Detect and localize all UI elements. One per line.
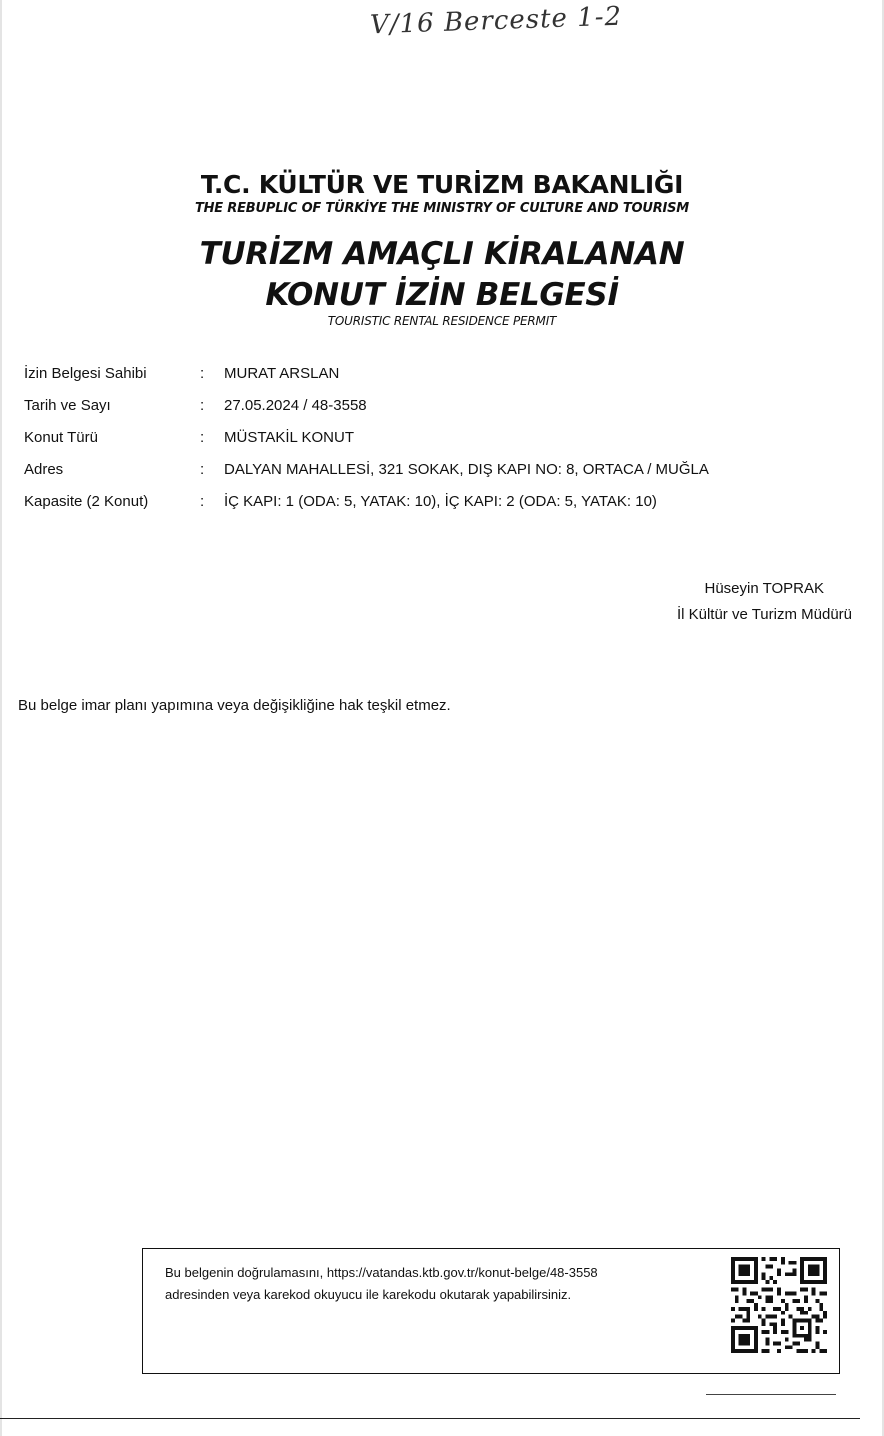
signer-title: İl Kültür ve Turizm Müdürü <box>676 606 852 623</box>
ministry-name-en: THE REBUPLIC OF TÜRKİYE THE MINISTRY OF CULTURE AND TOURISM <box>194 201 690 216</box>
field-value: İÇ KAPI: 1 (ODA: 5, YATAK: 10), İÇ KAPI: 2 (ODA: 5, YATAK: 10) <box>224 493 657 510</box>
ministry-name-tr: T.C. KÜLTÜR VE TURİZM BAKANLIĞI <box>200 170 684 199</box>
field-value: 27.05.2024 / 48-3558 <box>224 397 367 414</box>
verification-text-line1: Bu belgenin doğrulamasını, https://vatandas.ktb.gov.tr/konut-belge/48-3558 <box>165 1265 598 1280</box>
legal-footnote: Bu belge imar planı yapımına veya değişikliğine hak teşkil etmez. <box>18 697 451 714</box>
field-label: Adres <box>24 461 64 478</box>
field-date-number <box>0 397 884 421</box>
field-capacity <box>0 493 884 517</box>
signer-name: Hüseyin TOPRAK <box>704 580 824 597</box>
field-value: MÜSTAKİL KONUT <box>224 429 355 446</box>
divider-line <box>706 1394 836 1395</box>
field-residence-type <box>0 429 884 453</box>
field-colon: : <box>200 365 205 382</box>
field-address <box>0 461 884 485</box>
field-colon: : <box>200 461 205 478</box>
verification-text-line2: adresinden veya karekod okuyucu ile karekodu okutarak yapabilirsiniz. <box>165 1287 572 1302</box>
field-permit-holder <box>0 365 884 389</box>
field-colon: : <box>200 493 205 510</box>
qr-code-icon[interactable] <box>731 1257 827 1353</box>
document-subtitle-en: TOURISTIC RENTAL RESIDENCE PERMIT <box>327 314 557 328</box>
field-label: Tarih ve Sayı <box>24 397 111 414</box>
field-label: Konut Türü <box>24 429 98 446</box>
field-label: Kapasite (2 Konut) <box>24 493 149 510</box>
handwritten-note: V/16 Berceste 1-2 <box>369 1 623 41</box>
field-label: İzin Belgesi Sahibi <box>24 365 147 382</box>
field-value: DALYAN MAHALLESİ, 321 SOKAK, DIŞ KAPI NO: 8, ORTACA / MUĞLA <box>224 461 709 478</box>
verification-box <box>142 1248 840 1374</box>
field-colon: : <box>200 429 205 446</box>
page-bottom-line <box>0 1418 860 1419</box>
document-title-line2: KONUT İZİN BELGESİ <box>265 277 619 313</box>
field-colon: : <box>200 397 205 414</box>
document-title-line1: TURİZM AMAÇLI KİRALANAN <box>199 236 685 272</box>
field-value: MURAT ARSLAN <box>224 365 340 382</box>
